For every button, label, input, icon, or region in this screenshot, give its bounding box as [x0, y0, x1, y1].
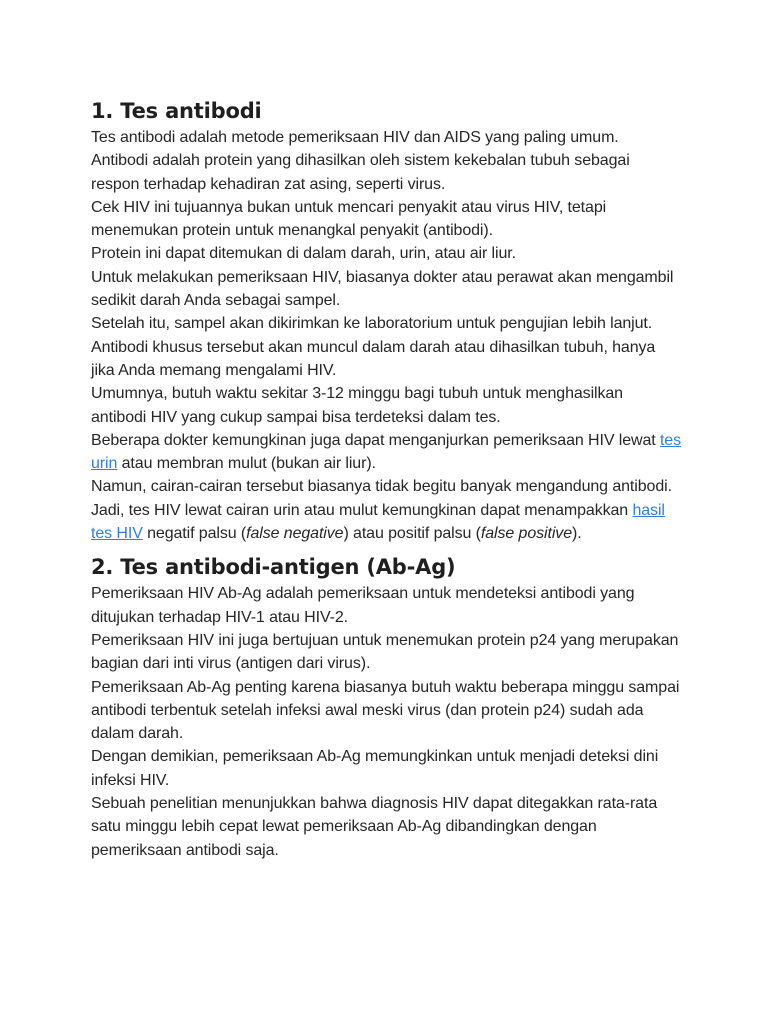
paragraph: Dengan demikian, pemeriksaan Ab-Ag memungkinkan untuk menjadi deteksi dini infeksi HIV. [91, 748, 659, 789]
paragraph: Cek HIV ini tujuannya bukan untuk mencari penyakit atau virus HIV, tetapi menemukan protein untuk menangkal penyakit (antibodi). [91, 198, 607, 240]
paragraph: Pemeriksaan HIV Ab-Ag adalah pemeriksaan untuk mendeteksi antibodi yang ditujukan terhadap HIV-1 atau HIV-2. [91, 585, 635, 626]
paragraph-text: negatif palsu ( [142, 525, 247, 543]
paragraph: Antibodi adalah protein yang dihasilkan oleh sistem kekebalan tubuh sebagai respon terhadap kehadiran zat asing, seperti virus. [91, 152, 630, 193]
paragraph: Setelah itu, sampel akan dikirimkan ke laboratorium untuk pengujian lebih lanjut. [91, 315, 653, 333]
paragraph: Namun, cairan-cairan tersebut biasanya tidak begitu banyak mengandung antibodi. [91, 478, 672, 496]
paragraph: Pemeriksaan HIV ini juga bertujuan untuk menemukan protein p24 yang merupakan bagian dari inti virus (antigen dari virus). [91, 631, 679, 673]
paragraph-text: ). [572, 525, 582, 543]
paragraph-text: atau membran mulut (bukan air liur). [117, 455, 376, 473]
false-negative-term: false negative [246, 525, 344, 543]
false-positive-term: false positive [480, 525, 572, 543]
section-2-heading: 2. Tes antibodi-antigen (Ab-Ag) [91, 555, 456, 580]
paragraph-text: Jadi, tes HIV lewat cairan urin atau mulut kemungkinan dapat menampakkan [91, 501, 633, 519]
paragraph: Sebuah penelitian menunjukkan bahwa diagnosis HIV dapat ditegakkan rata-rata satu minggu lebih cepat lewat pemeriksaan Ab-Ag dibandingkan dengan pemeriksaan antibodi saja. [91, 795, 658, 859]
hasil-tes-hiv-link[interactable]: hasil tes HIV [91, 501, 665, 543]
paragraph: Umumnya, butuh waktu sekitar 3-12 minggu bagi tubuh untuk menghasilkan antibodi HIV yang cukup sampai bisa terdeteksi dalam tes. [91, 385, 623, 426]
paragraph-urine-test [91, 429, 681, 476]
paragraph: Antibodi khusus tersebut akan muncul dalam darah atau dihasilkan tubuh, hanya jika Anda memang mengalami HIV. [91, 338, 656, 379]
document-body [91, 97, 681, 862]
section-1-heading: 1. Tes antibodi [91, 99, 262, 123]
paragraph: Protein ini dapat ditemukan di dalam darah, urin, atau air liur. [91, 245, 516, 263]
paragraph-text: Beberapa dokter kemungkinan juga dapat menganjurkan pemeriksaan HIV lewat [91, 431, 660, 449]
tes-urin-link[interactable]: tes urin [91, 431, 681, 473]
paragraph: Pemeriksaan Ab-Ag penting karena biasanya butuh waktu beberapa minggu sampai antibodi terbentuk setelah infeksi awal meski virus (dan protein p24) sudah ada dalam darah. [91, 678, 680, 743]
paragraph: Untuk melakukan pemeriksaan HIV, biasanya dokter atau perawat akan mengambil sedikit darah Anda sebagai sampel. [91, 268, 674, 310]
paragraph-text: ) atau positif palsu ( [343, 525, 481, 543]
paragraph-test-result [91, 499, 681, 546]
paragraph: Tes antibodi adalah metode pemeriksaan HIV dan AIDS yang paling umum. [91, 129, 619, 146]
